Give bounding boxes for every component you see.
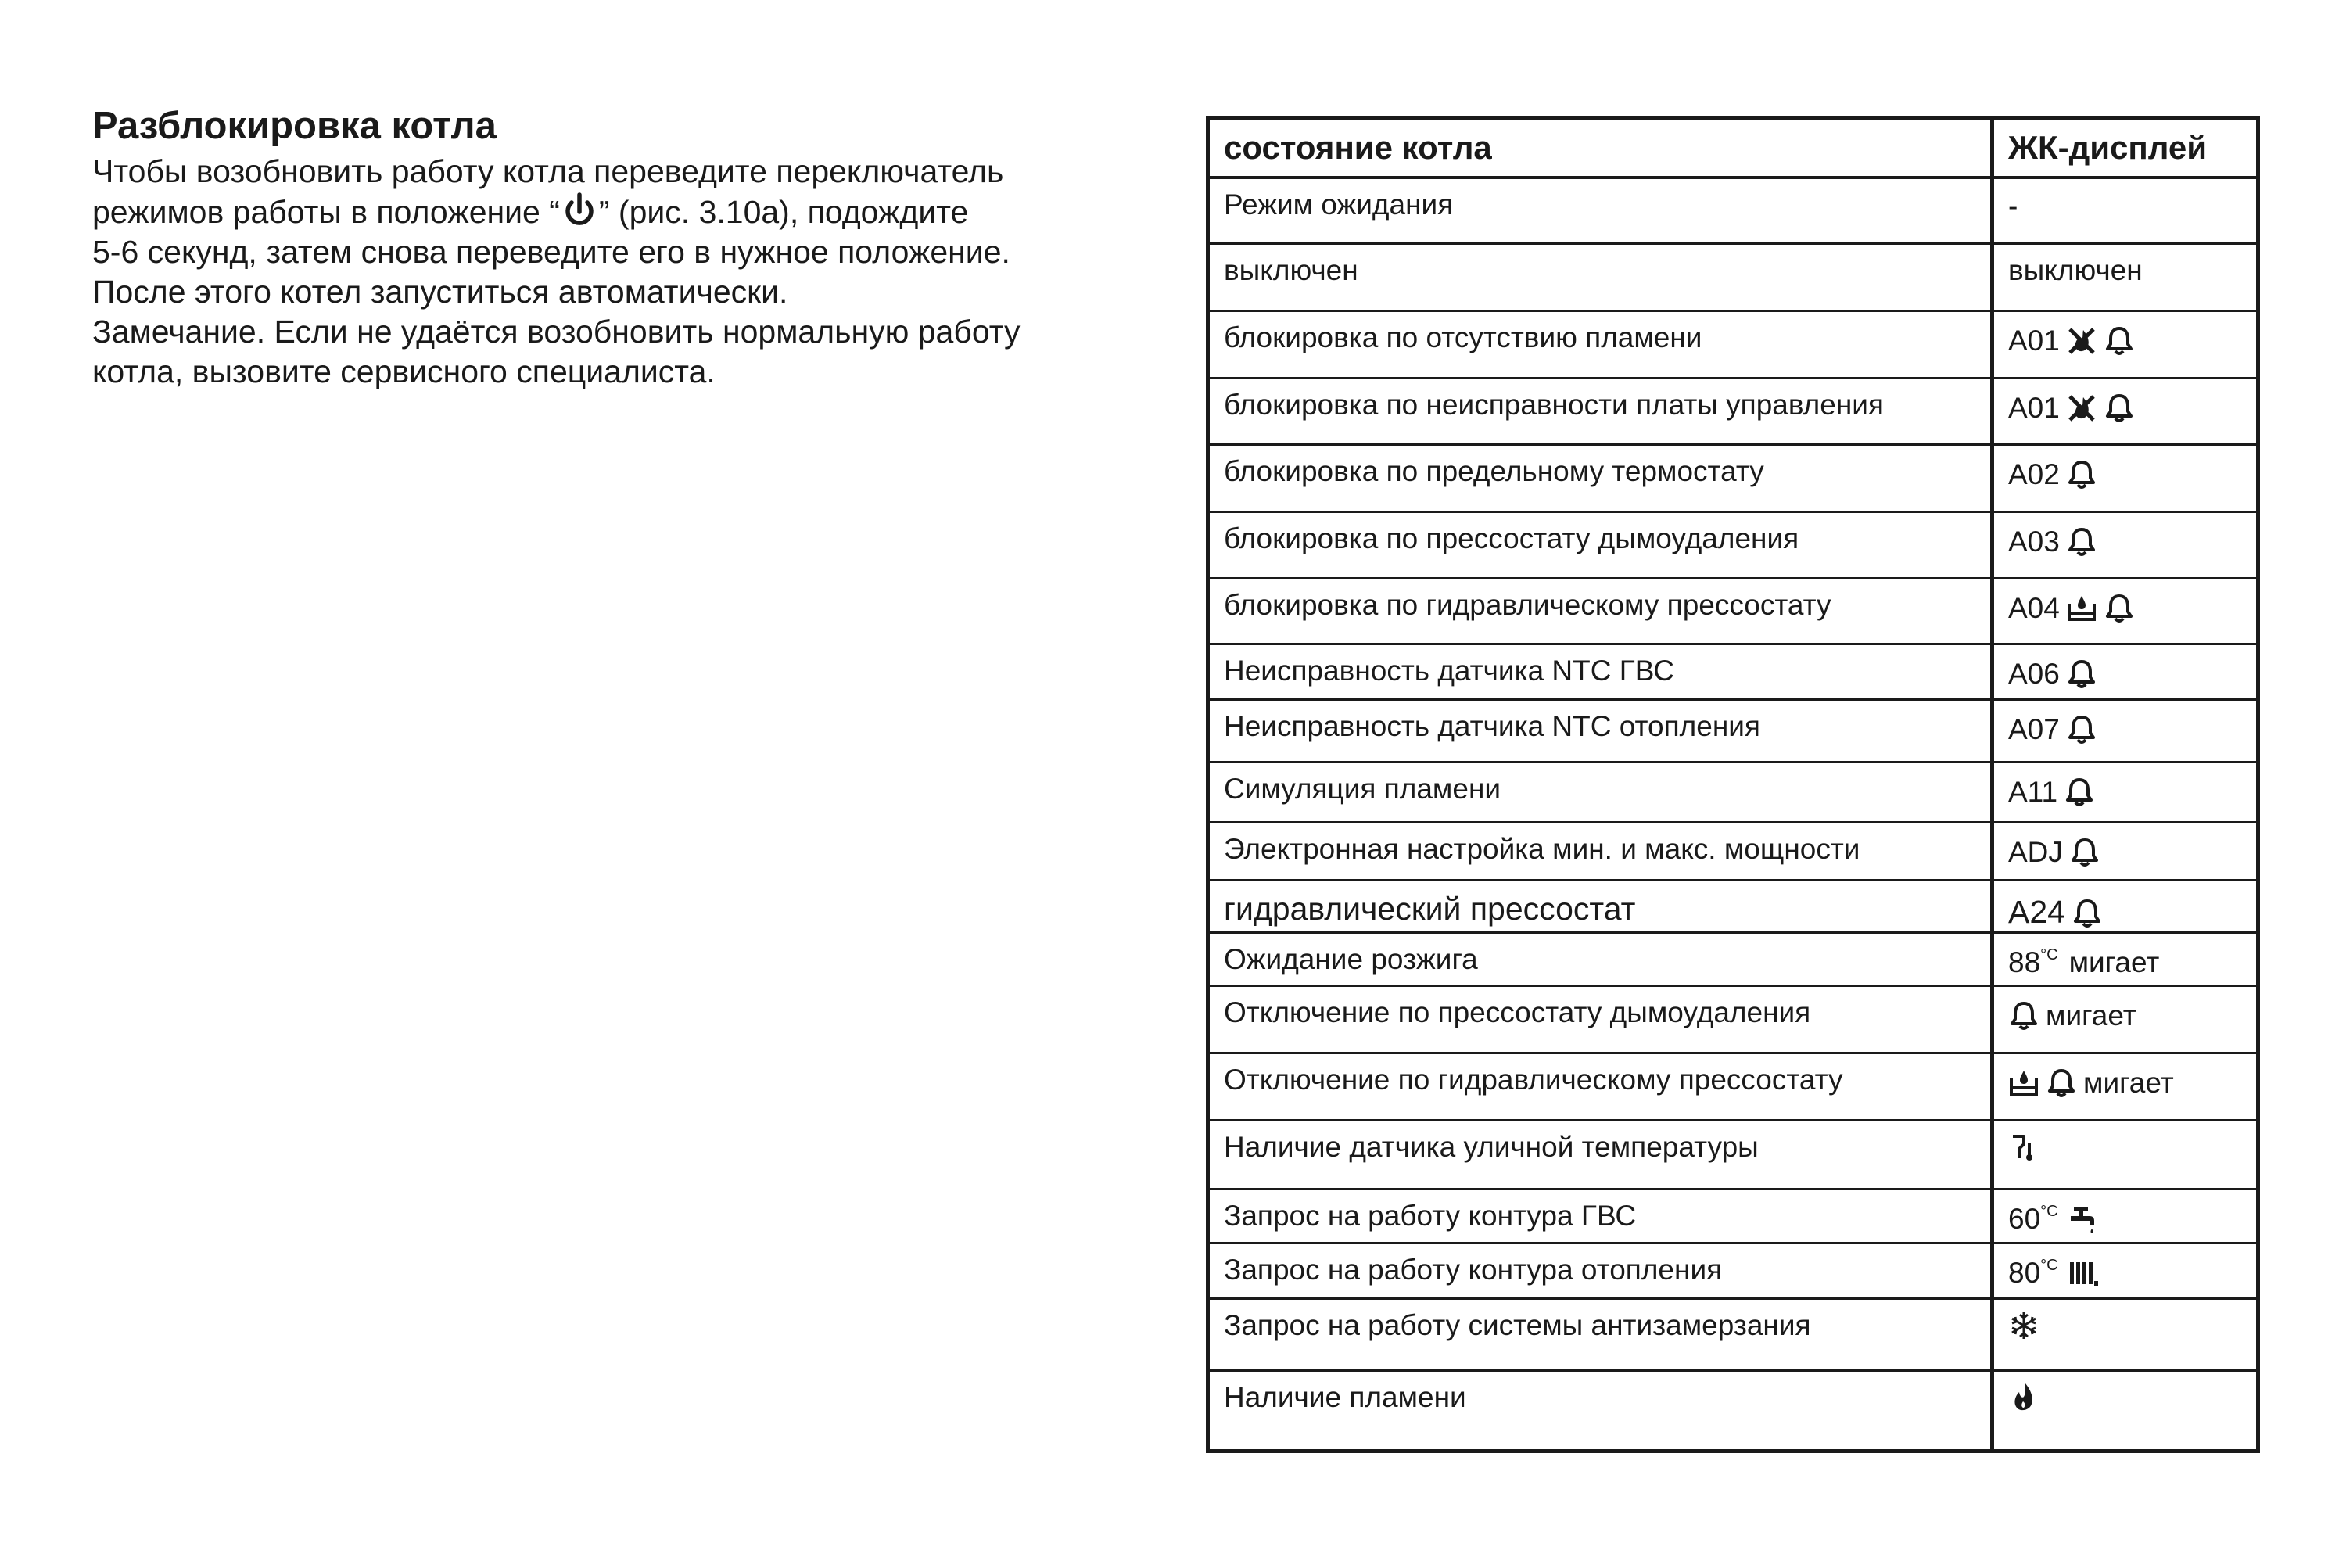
cell-display	[1993, 1121, 2258, 1189]
cell-display	[1993, 881, 2258, 933]
cell-display	[1993, 1371, 2258, 1451]
cell-display	[1993, 1053, 2258, 1121]
blink-status: мигает	[2083, 1067, 2174, 1099]
bell-icon	[2104, 325, 2135, 357]
snowflake-icon	[2008, 1310, 2039, 1341]
cell-display	[1993, 178, 2258, 244]
temperature-value: 88	[2008, 946, 2041, 978]
table-row	[1208, 986, 2258, 1053]
cell-display	[1993, 379, 2258, 445]
cell-state: Наличие датчика уличной температуры	[1208, 1121, 1993, 1189]
cell-display	[1993, 579, 2258, 644]
no-flame-icon	[2066, 325, 2097, 357]
cell-state: Отключение по гидравлическому прессостату	[1208, 1053, 1993, 1121]
error-code: A24	[2008, 894, 2065, 930]
cell-state: Запрос на работу контура ГВС	[1208, 1189, 1993, 1243]
error-code: A01	[2008, 392, 2060, 424]
temperature-value: 60	[2008, 1203, 2041, 1235]
unlock-section	[92, 103, 1140, 392]
paragraph-line-3: 5-6 секунд, затем снова переведите его в нужное положение.	[92, 234, 1010, 270]
table-row	[1208, 512, 2258, 579]
bell-icon	[2064, 777, 2095, 808]
cell-display	[1993, 311, 2258, 379]
cell-state: Запрос на работу контура отопления	[1208, 1243, 1993, 1299]
water-pressure-icon	[2008, 1067, 2039, 1099]
error-code: ADJ	[2008, 836, 2063, 868]
display-text: -	[2008, 189, 2018, 222]
cell-display	[1993, 244, 2258, 311]
radiator-icon	[2068, 1258, 2099, 1289]
bell-icon	[2066, 714, 2097, 745]
cell-display	[1993, 986, 2258, 1053]
cell-state: Электронная настройка мин. и макс. мощности	[1208, 823, 1993, 881]
error-code: A04	[2008, 592, 2060, 624]
power-icon	[561, 192, 597, 231]
table-row	[1208, 700, 2258, 762]
cell-display	[1993, 644, 2258, 700]
cell-state: Ожидание розжига	[1208, 933, 1993, 986]
table-row	[1208, 1243, 2258, 1299]
table-row	[1208, 933, 2258, 986]
table-row	[1208, 823, 2258, 881]
cell-state: Отключение по прессостату дымоудаления	[1208, 986, 1993, 1053]
paragraph-line-5: Замечание. Если не удаётся возобновить нормальную работу	[92, 314, 1021, 350]
table-row	[1208, 244, 2258, 311]
cell-display	[1993, 1243, 2258, 1299]
cell-display	[1993, 700, 2258, 762]
cell-state: Наличие пламени	[1208, 1371, 1993, 1451]
table-row	[1208, 445, 2258, 512]
cell-display	[1993, 823, 2258, 881]
outdoor-sensor-icon	[2008, 1132, 2039, 1163]
cell-state: блокировка по предельному термостату	[1208, 445, 1993, 512]
temperature-value: 80	[2008, 1257, 2041, 1289]
table-row	[1208, 1299, 2258, 1371]
bell-icon	[2008, 1000, 2039, 1032]
error-code: A11	[2008, 776, 2058, 808]
cell-state: блокировка по отсутствию пламени	[1208, 311, 1993, 379]
display-text: выключен	[2008, 254, 2143, 286]
bell-icon	[2069, 837, 2100, 868]
cell-display	[1993, 512, 2258, 579]
error-code: A01	[2008, 325, 2060, 357]
table-row	[1208, 579, 2258, 644]
error-code: A07	[2008, 713, 2060, 745]
table-row	[1208, 1371, 2258, 1451]
table-row	[1208, 762, 2258, 823]
cell-state: Симуляция пламени	[1208, 762, 1993, 823]
cell-state: блокировка по гидравлическому прессостату	[1208, 579, 1993, 644]
bell-icon	[2104, 393, 2135, 424]
water-pressure-icon	[2066, 593, 2097, 624]
bell-icon	[2072, 898, 2103, 929]
bell-icon	[2066, 658, 2097, 690]
cell-state: Запрос на работу системы антизамерзания	[1208, 1299, 1993, 1371]
cell-state: выключен	[1208, 244, 1993, 311]
header-state: состояние котла	[1208, 118, 1993, 178]
temperature-unit: °C	[2040, 1257, 2058, 1274]
boiler-status-table	[1206, 116, 2260, 1453]
error-code: A03	[2008, 526, 2060, 558]
tap-icon	[2068, 1204, 2099, 1235]
error-code: A06	[2008, 658, 2060, 690]
cell-display	[1993, 933, 2258, 986]
cell-state: Неисправность датчика NTC отопления	[1208, 700, 1993, 762]
table-header-row	[1208, 118, 2258, 178]
temperature-unit: °C	[2040, 946, 2058, 963]
table-row	[1208, 1189, 2258, 1243]
table-row	[1208, 881, 2258, 933]
temperature-unit: °C	[2040, 1203, 2058, 1220]
blink-status: мигает	[2068, 946, 2160, 978]
bell-icon	[2104, 593, 2135, 624]
bell-icon	[2066, 459, 2097, 490]
blink-status: мигает	[2046, 999, 2136, 1032]
cell-state: Неисправность датчика NTC ГВС	[1208, 644, 1993, 700]
table-row	[1208, 1053, 2258, 1121]
cell-state: блокировка по прессостату дымоудаления	[1208, 512, 1993, 579]
cell-display	[1993, 1299, 2258, 1371]
paragraph-line-6: котла, вызовите сервисного специалиста.	[92, 353, 716, 389]
table-row	[1208, 379, 2258, 445]
cell-state: Режим ожидания	[1208, 178, 1993, 244]
cell-display	[1993, 445, 2258, 512]
bell-icon	[2066, 526, 2097, 558]
no-flame-icon	[2066, 393, 2097, 424]
paragraph-line-2: режимов работы в положение “ ” (рис. 3.10a), подождите	[92, 192, 1140, 232]
section-title: Разблокировка котла	[92, 105, 497, 147]
table-row	[1208, 311, 2258, 379]
header-display: ЖК-дисплей	[1993, 118, 2258, 178]
flame-icon	[2008, 1382, 2039, 1413]
table-row	[1208, 1121, 2258, 1189]
error-code: A02	[2008, 458, 2060, 490]
cell-state: блокировка по неисправности платы управления	[1208, 379, 1993, 445]
paragraph-line-1: Чтобы возобновить работу котла переведите переключатель	[92, 153, 1004, 189]
paragraph-line-4: После этого котел запуститься автоматически.	[92, 274, 788, 310]
bell-icon	[2046, 1067, 2077, 1099]
table-row	[1208, 178, 2258, 244]
cell-display	[1993, 1189, 2258, 1243]
table-row	[1208, 644, 2258, 700]
cell-state: гидравлический прессостат	[1208, 881, 1993, 933]
cell-display	[1993, 762, 2258, 823]
